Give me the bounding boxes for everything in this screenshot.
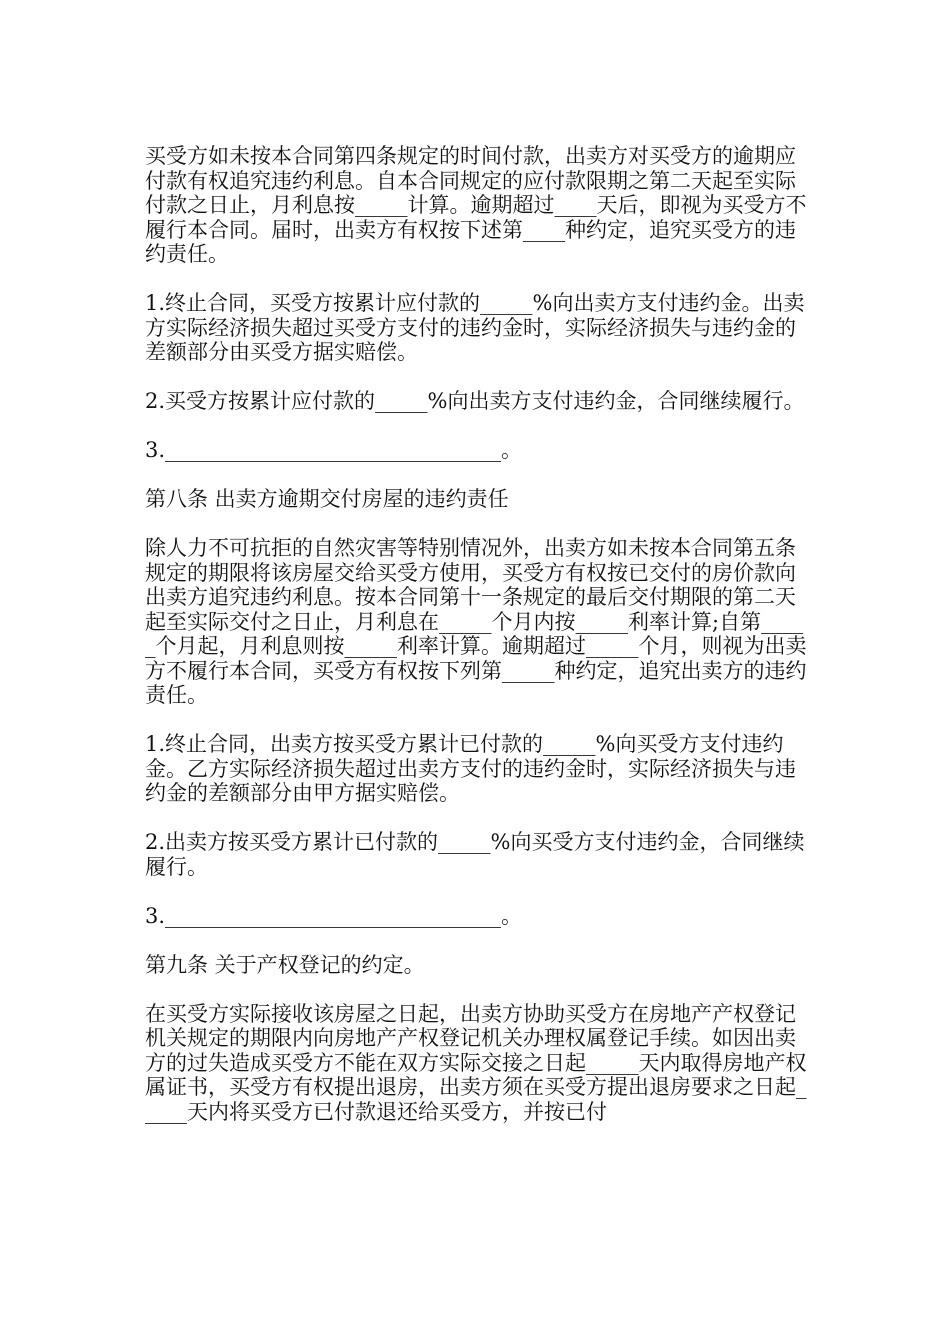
paragraph-option-2-buyer: 2.买受方按累计应付款的_____%向出卖方支付违约金，合同继续履行。	[145, 389, 805, 413]
paragraph-option-1-buyer: 1.终止合同，买受方按累计应付款的_____%向出卖方支付违约金。出卖方实际经济损失超过买受方支付的违约金时，实际经济损失与违约金的差额部分由买受方据实赔偿。	[145, 291, 805, 364]
paragraph-option-3-seller: 3.________________________________。	[145, 903, 523, 928]
document-body	[145, 144, 810, 1149]
paragraph-option-2-seller: 2.出卖方按买受方累计已付款的_____%向买受方支付违约金，合同继续履行。	[145, 830, 805, 879]
paragraph-title-registration: 在买受方实际接收该房屋之日起，出卖方协助买受方在房地产产权登记机关规定的期限内向房地产产权登记机关办理权属登记手续。如因出卖方的过失造成买受方不能在双方实际交接之日起_____天内取得房地产权属证书，买受方有权提出退房，出卖方须在买受方提出退房要求之日起_____天内将买受方已付款退还给买受方，并按已付	[145, 1001, 807, 1124]
paragraph-late-delivery: 除人力不可抗拒的自然灾害等特别情况外，出卖方如未按本合同第五条规定的期限将该房屋交给买受方使用，买受方有权按已交付的房价款向出卖方追究违约利息。按本合同第十一条规定的最后交付期限的第二天起至实际交付之日止，月利息在_____个月内按_____利率计算;自第_____个月起，月利息则按_____利率计算。逾期超过_____个月，则视为出卖方不履行本合同，买受方有权按下列第_____种约定，追究出卖方的违约责任。	[145, 536, 807, 707]
article-9-heading: 第九条 关于产权登记的约定。	[145, 952, 425, 977]
article-8-heading: 第八条 出卖方逾期交付房屋的违约责任	[145, 487, 509, 511]
paragraph-option-3-buyer: 3.________________________________。	[145, 438, 523, 462]
paragraph-late-payment: 买受方如未按本合同第四条规定的时间付款，出卖方对买受方的逾期应付款有权追究违约利息。自本合同规定的应付款限期之第二天起至实际付款之日止，月利息按_____计算。逾期超过____天后，即视为买受方不履行本合同。届时，出卖方有权按下述第____种约定，追究买受方的违约责任。	[145, 144, 807, 266]
paragraph-option-1-seller: 1.终止合同，出卖方按买受方累计已付款的_____%向买受方支付违约金。乙方实际经济损失超过出卖方支付的违约金时，实际经济损失与违约金的差额部分由甲方据实赔偿。	[145, 732, 796, 805]
